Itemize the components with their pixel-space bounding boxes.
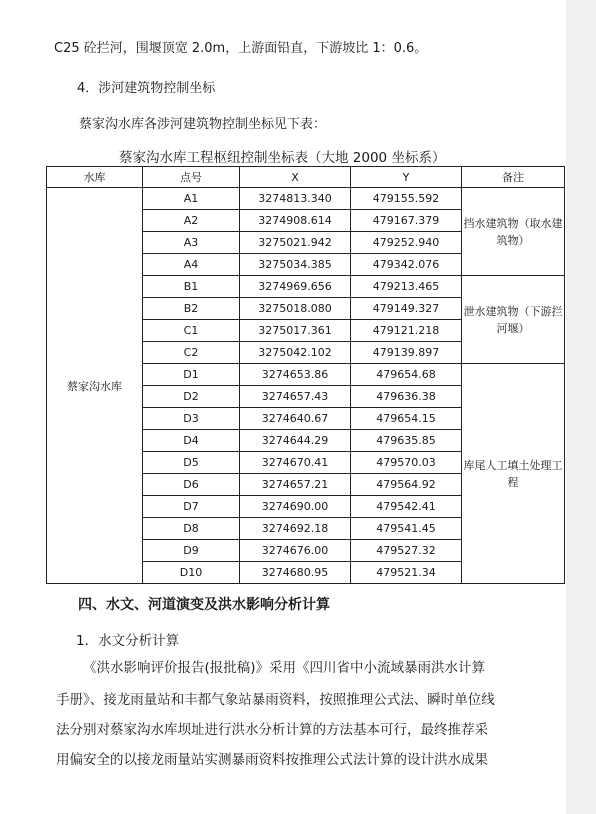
x-coord-cell: 3275017.361 bbox=[240, 320, 351, 342]
paragraph-line: C25 砼拦河，围堰顶宽 2.0m，上游面铅直，下游坡比 1：0.6。 bbox=[54, 41, 428, 56]
coordinate-table bbox=[46, 166, 565, 584]
reservoir-cell: 蔡家沟水库 bbox=[47, 188, 143, 584]
table-caption: 蔡家沟水库工程枢纽控制坐标表（大地 2000 坐标系） bbox=[119, 150, 446, 166]
point-id-cell: D10 bbox=[143, 562, 240, 584]
y-coord-cell: 479521.34 bbox=[351, 562, 462, 584]
x-coord-cell: 3275018.080 bbox=[240, 298, 351, 320]
y-coord-cell: 479570.03 bbox=[351, 452, 462, 474]
point-id-cell: D8 bbox=[143, 518, 240, 540]
point-id-cell: D9 bbox=[143, 540, 240, 562]
y-coord-cell: 479213.465 bbox=[351, 276, 462, 298]
header-cell: 点号 bbox=[143, 167, 240, 188]
point-id-cell: B1 bbox=[143, 276, 240, 298]
y-coord-cell: 479252.940 bbox=[351, 232, 462, 254]
x-coord-cell: 3275021.942 bbox=[240, 232, 351, 254]
table-body bbox=[47, 188, 565, 584]
paragraph-line: 《洪水影响评价报告(报批稿)》采用《四川省中小流域暴雨洪水计算 bbox=[83, 660, 486, 676]
y-coord-cell: 479149.327 bbox=[351, 298, 462, 320]
scrollbar-track[interactable] bbox=[566, 0, 596, 814]
x-coord-cell: 3274969.656 bbox=[240, 276, 351, 298]
x-coord-cell: 3274640.67 bbox=[240, 408, 351, 430]
x-coord-cell: 3274680.95 bbox=[240, 562, 351, 584]
y-coord-cell: 479654.68 bbox=[351, 364, 462, 386]
point-id-cell: B2 bbox=[143, 298, 240, 320]
point-id-cell: D4 bbox=[143, 430, 240, 452]
paragraph-line: 用偏安全的以接龙雨量站实测暴雨资料按推理公式法计算的设计洪水成果 bbox=[56, 752, 488, 768]
point-id-cell: C1 bbox=[143, 320, 240, 342]
note-cell: 挡水建筑物（取水建筑物） bbox=[462, 188, 565, 276]
point-id-cell: A1 bbox=[143, 188, 240, 210]
x-coord-cell: 3274692.18 bbox=[240, 518, 351, 540]
y-coord-cell: 479542.41 bbox=[351, 496, 462, 518]
x-coord-cell: 3274653.86 bbox=[240, 364, 351, 386]
table-row bbox=[47, 188, 565, 210]
point-id-cell: A4 bbox=[143, 254, 240, 276]
y-coord-cell: 479342.076 bbox=[351, 254, 462, 276]
paragraph-line: 蔡家沟水库各涉河建筑物控制坐标见下表： bbox=[79, 117, 327, 132]
x-coord-cell: 3274908.614 bbox=[240, 210, 351, 232]
paragraph-line: 手册》、接龙雨量站和丰都气象站暴雨资料，按照推理公式法、瞬时单位线 bbox=[56, 692, 495, 708]
y-coord-cell: 479139.897 bbox=[351, 342, 462, 364]
paragraph-line: 法分别对蔡家沟水库坝址进行洪水分析计算的方法基本可行，最终推荐采 bbox=[56, 722, 488, 738]
y-coord-cell: 479654.15 bbox=[351, 408, 462, 430]
x-coord-cell: 3275042.102 bbox=[240, 342, 351, 364]
header-cell: 水库 bbox=[47, 167, 143, 188]
y-coord-cell: 479121.218 bbox=[351, 320, 462, 342]
point-id-cell: D1 bbox=[143, 364, 240, 386]
subsection-heading: 1．水文分析计算 bbox=[76, 633, 180, 649]
y-coord-cell: 479155.592 bbox=[351, 188, 462, 210]
x-coord-cell: 3274657.43 bbox=[240, 386, 351, 408]
point-id-cell: D5 bbox=[143, 452, 240, 474]
x-coord-cell: 3274644.29 bbox=[240, 430, 351, 452]
point-id-cell: D7 bbox=[143, 496, 240, 518]
point-id-cell: C2 bbox=[143, 342, 240, 364]
y-coord-cell: 479564.92 bbox=[351, 474, 462, 496]
y-coord-cell: 479527.32 bbox=[351, 540, 462, 562]
table-header-row bbox=[47, 167, 565, 188]
header-cell: Y bbox=[351, 167, 462, 188]
x-coord-cell: 3274657.21 bbox=[240, 474, 351, 496]
point-id-cell: A3 bbox=[143, 232, 240, 254]
y-coord-cell: 479167.379 bbox=[351, 210, 462, 232]
point-id-cell: D3 bbox=[143, 408, 240, 430]
point-id-cell: A2 bbox=[143, 210, 240, 232]
x-coord-cell: 3274813.340 bbox=[240, 188, 351, 210]
y-coord-cell: 479635.85 bbox=[351, 430, 462, 452]
note-cell: 库尾人工填土处理工程 bbox=[462, 364, 565, 584]
section-heading: 四、水文、河道演变及洪水影响分析计算 bbox=[78, 597, 330, 613]
x-coord-cell: 3274676.00 bbox=[240, 540, 351, 562]
x-coord-cell: 3274690.00 bbox=[240, 496, 351, 518]
note-cell: 泄水建筑物（下游拦河堰） bbox=[462, 276, 565, 364]
x-coord-cell: 3275034.385 bbox=[240, 254, 351, 276]
point-id-cell: D6 bbox=[143, 474, 240, 496]
header-cell: 备注 bbox=[462, 167, 565, 188]
y-coord-cell: 479636.38 bbox=[351, 386, 462, 408]
point-id-cell: D2 bbox=[143, 386, 240, 408]
y-coord-cell: 479541.45 bbox=[351, 518, 462, 540]
x-coord-cell: 3274670.41 bbox=[240, 452, 351, 474]
section-heading: 4．涉河建筑物控制坐标 bbox=[77, 81, 216, 96]
header-cell: X bbox=[240, 167, 351, 188]
